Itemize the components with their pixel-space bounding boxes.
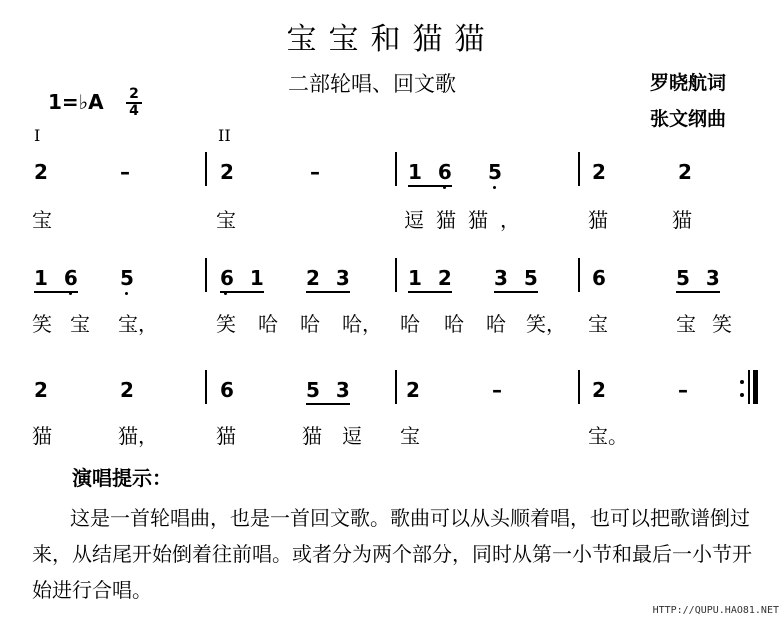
lyric: 猫 xyxy=(216,424,236,448)
lyric: 哈 xyxy=(486,312,506,336)
barline xyxy=(395,370,397,404)
low-octave-dot xyxy=(125,292,128,295)
lyric: 猫， xyxy=(118,424,158,448)
lyric: 宝 xyxy=(676,312,696,336)
note: 5 xyxy=(120,266,134,290)
note: 6 xyxy=(437,160,452,184)
dash: – xyxy=(120,160,130,184)
lyric: 哈， xyxy=(342,312,382,336)
eighth-group xyxy=(494,266,538,293)
barline xyxy=(578,258,580,292)
barline xyxy=(578,152,580,186)
note: 2 xyxy=(220,160,234,184)
note: 2 xyxy=(406,378,420,402)
eighth-group xyxy=(34,266,78,293)
part-marker-2: II xyxy=(218,126,231,145)
lyric: 宝。 xyxy=(588,424,628,448)
lyric: 逗 xyxy=(342,424,362,448)
note: 2 xyxy=(437,266,452,290)
lyric: 逗猫猫， xyxy=(404,208,532,232)
note: 2 xyxy=(678,160,692,184)
lyric: 哈 xyxy=(400,312,420,336)
note: 3 xyxy=(705,266,720,290)
part-marker-1: I xyxy=(34,126,41,145)
lyric: 笑 xyxy=(216,312,236,336)
note: 5 xyxy=(488,160,502,184)
lyric: 哈 xyxy=(444,312,464,336)
eighth-group xyxy=(306,378,350,405)
barline xyxy=(205,370,207,404)
lyric: 笑 xyxy=(32,312,52,336)
barline xyxy=(205,152,207,186)
low-octave-dot xyxy=(224,292,227,295)
time-signature xyxy=(126,88,142,118)
note: 1 xyxy=(249,266,264,290)
note: 1 xyxy=(408,160,422,184)
low-octave-dot xyxy=(443,186,446,189)
lyric: 猫 xyxy=(672,208,692,232)
watermark: HTTP://QUPU.HAO81.NET xyxy=(652,605,779,616)
low-octave-dot xyxy=(493,186,496,189)
lyric: 笑， xyxy=(526,312,566,336)
eighth-group xyxy=(220,266,264,293)
lyric: 猫 xyxy=(588,208,608,232)
lyric: 宝 xyxy=(400,424,420,448)
note: 3 xyxy=(335,266,350,290)
low-octave-dot xyxy=(69,292,72,295)
barline xyxy=(395,152,397,186)
note: 3 xyxy=(335,378,350,402)
lyric: 哈 xyxy=(258,312,278,336)
dash: – xyxy=(678,378,688,402)
note: 2 xyxy=(592,378,606,402)
lyric: 笑 xyxy=(712,312,732,336)
song-title: 宝宝和猫猫 xyxy=(286,22,497,57)
end-barline-thick xyxy=(753,370,758,404)
note: 3 xyxy=(494,266,508,290)
dash: – xyxy=(310,160,320,184)
note: 6 xyxy=(592,266,606,290)
note: 2 xyxy=(34,378,48,402)
barline xyxy=(578,370,580,404)
eighth-group xyxy=(676,266,720,293)
note: 5 xyxy=(306,378,320,402)
lyric: 哈 xyxy=(300,312,320,336)
note: 5 xyxy=(523,266,538,290)
time-denominator: 4 xyxy=(129,103,139,119)
barline xyxy=(395,258,397,292)
lyric: 猫 xyxy=(32,424,52,448)
note: 5 xyxy=(676,266,690,290)
lyric: 宝 xyxy=(216,208,236,232)
note: 6 xyxy=(220,266,234,290)
lyric: 猫 xyxy=(302,424,322,448)
eighth-group xyxy=(408,266,452,293)
note: 2 xyxy=(592,160,606,184)
note: 6 xyxy=(63,266,78,290)
song-subtitle: 二部轮唱、回文歌 xyxy=(288,72,456,96)
barline xyxy=(205,258,207,292)
note: 2 xyxy=(34,160,48,184)
dash: – xyxy=(492,378,502,402)
note: 1 xyxy=(408,266,422,290)
tips-body: 这是一首轮唱曲，也是一首回文歌。歌曲可以从头顺着唱，也可以把歌谱倒过来，从结尾开始倒着往前唱。或者分为两个部分，同时从第一小节和最后一小节开始进行合唱。 xyxy=(32,506,752,602)
end-barline-thin xyxy=(748,370,750,404)
note: 2 xyxy=(306,266,320,290)
lyric: 宝， xyxy=(118,312,158,336)
lyric: 宝 xyxy=(32,208,52,232)
key-signature: 1=♭A xyxy=(48,90,104,114)
composer-credit: 张文纲曲 xyxy=(650,108,727,130)
note: 6 xyxy=(220,378,234,402)
lyric: 宝 xyxy=(70,312,90,336)
note: 1 xyxy=(34,266,48,290)
repeat-dot xyxy=(740,393,744,397)
note: 2 xyxy=(120,378,134,402)
lyric: 宝 xyxy=(588,312,608,336)
tips-heading: 演唱提示： xyxy=(72,466,172,490)
eighth-group xyxy=(306,266,350,293)
time-numerator: 2 xyxy=(129,86,139,102)
eighth-group xyxy=(408,160,452,187)
lyricist-credit: 罗晓航词 xyxy=(650,72,727,94)
repeat-dot xyxy=(740,380,744,384)
